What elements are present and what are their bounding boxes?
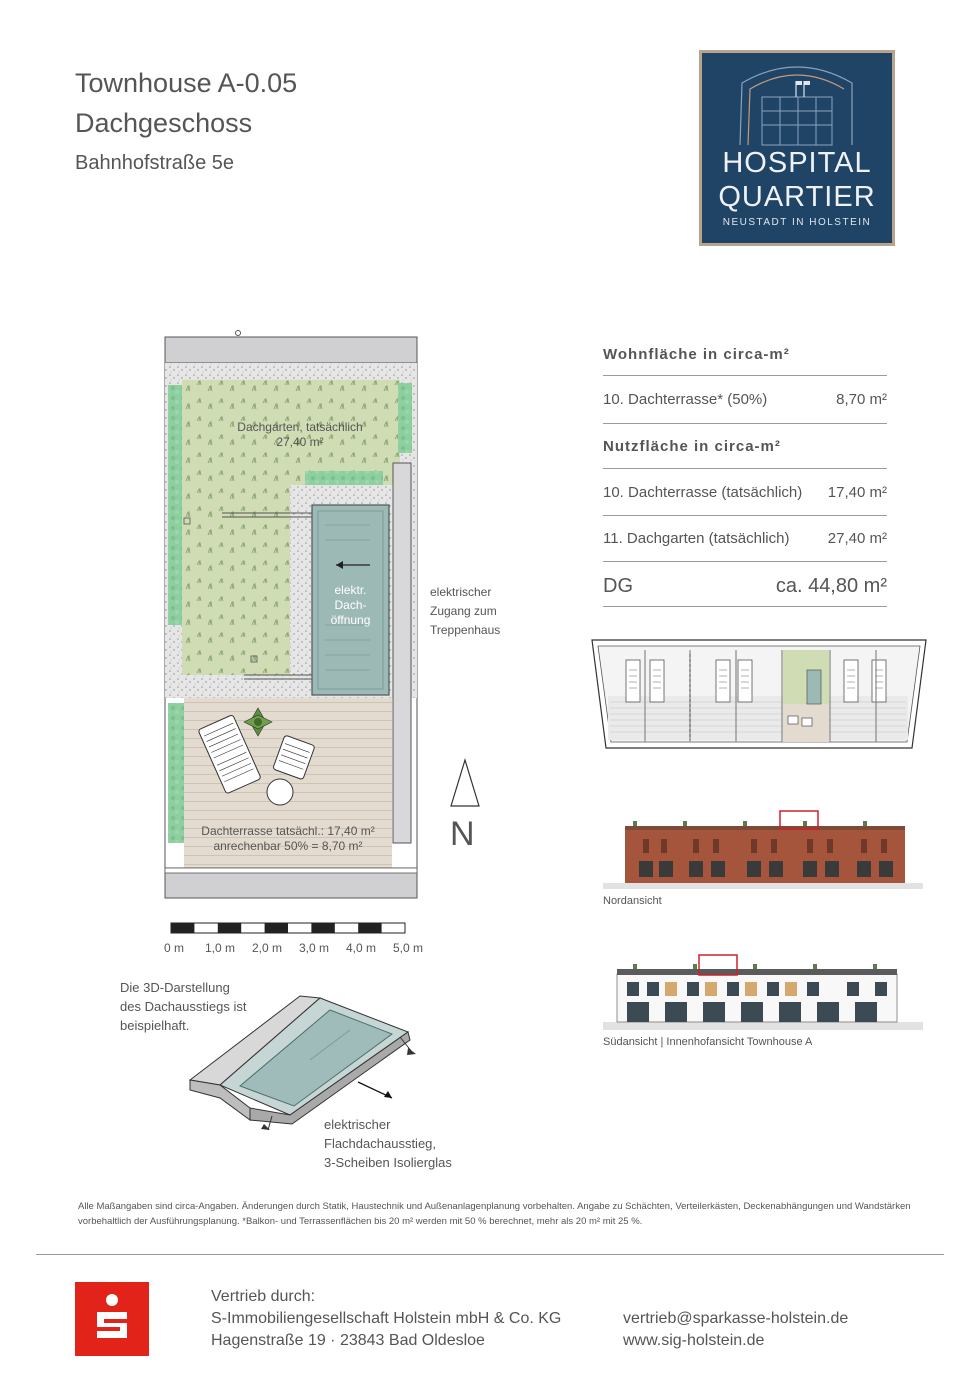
table-divider [603, 606, 887, 607]
roof-overview-plan [590, 636, 930, 752]
sparkasse-logo-icon [75, 1282, 149, 1356]
disclaimer: Alle Maßangaben sind circa-Angaben. Änderungen durch Statik, Haustechnik und Außenanlagenplanung vorbehalten. Angabe zu Schächten, Verteilerkästen, Deckenabhängungen und Wandstärken vorbehaltlich der Ausführungsplanung. *Balkon- und Terrassenflächen bis 20 m² werden mit 50 % berechnet, mehr als 20 m² mit 25 %. [78, 1201, 911, 1227]
table-divider [603, 468, 887, 469]
roof-hatch-3d-illustration [180, 990, 430, 1130]
iso-note: Die 3D-Darstellung des Dachausstiegs ist beispielhaft. [120, 980, 247, 1033]
table-row-value: 8,70 m² [836, 391, 887, 408]
building-line-icon [702, 53, 892, 148]
floor-title: Dachgeschoss [75, 108, 253, 138]
south-elevation [603, 930, 923, 1030]
access-label: elektrischer Zugang zum Treppenhaus [430, 585, 501, 637]
table-divider [603, 561, 887, 562]
email-link[interactable]: vertrieb@sparkasse-holstein.de [623, 1310, 849, 1327]
scale-label-4: 4,0 m [346, 941, 377, 955]
total-label: DG [603, 575, 633, 597]
scale-label-0: 0 m [164, 941, 185, 955]
page-title: Townhouse A-0.05 [75, 68, 298, 98]
scale-label-5: 5,0 m [393, 941, 424, 955]
scale-label-3: 3,0 m [299, 941, 330, 955]
logo-word-2: QUARTIER [718, 181, 876, 213]
website-link[interactable]: www.sig-holstein.de [623, 1332, 765, 1349]
hospital-quartier-logo [699, 50, 895, 246]
usable-area-heading: Nutzfläche in circa-m² [603, 438, 781, 455]
scale-label-2: 2,0 m [252, 941, 283, 955]
scale-label-1: 1,0 m [205, 941, 236, 955]
north-elevation-caption: Nordansicht [603, 895, 662, 907]
table-row-label: 10. Dachterrasse* (50%) [603, 391, 768, 408]
address: Bahnhofstraße 5e [75, 152, 234, 174]
logo-word-1: HOSPITAL [722, 147, 872, 179]
table-row-label: 11. Dachgarten (tatsächlich) [603, 530, 790, 547]
table-divider [603, 423, 887, 424]
logo-subtitle: NEUSTADT IN HOLSTEIN [722, 217, 872, 228]
table-divider [603, 515, 887, 516]
table-icon [267, 779, 293, 805]
table-row-value: 27,40 m² [827, 530, 887, 547]
table-row-label: 10. Dachterrasse (tatsächlich) [603, 484, 803, 501]
total-value: ca. 44,80 m² [775, 575, 887, 597]
north-arrow-icon [448, 758, 482, 810]
footer-divider [36, 1254, 944, 1255]
south-elevation-caption: Südansicht | Innenhofansicht Townhouse A [603, 1036, 813, 1048]
sales-info: Vertrieb durch: S-Immobiliengesellschaft Holstein mbH & Co. KG Hagenstraße 19 · 23843 Bad Oldesloe [211, 1288, 562, 1349]
iso-description: elektrischer Flachdachausstieg, 3-Scheiben Isolierglas [324, 1117, 452, 1170]
table-row-value: 17,40 m² [827, 484, 887, 501]
hatch-label: elektr. Dach- öffnung [330, 583, 371, 627]
terrace-label: Dachterrasse tatsächl.: 17,40 m² anrechenbar 50% = 8,70 m² [201, 824, 375, 853]
table-divider [603, 375, 887, 376]
contact-info [623, 1308, 848, 1352]
north-label: N [450, 815, 475, 853]
scale-bar [170, 922, 406, 934]
garden-label: Dachgarten, tatsächlich 27,40 m² [237, 420, 363, 449]
living-area-heading: Wohnfläche in circa-m² [603, 346, 790, 363]
north-elevation [603, 789, 923, 889]
